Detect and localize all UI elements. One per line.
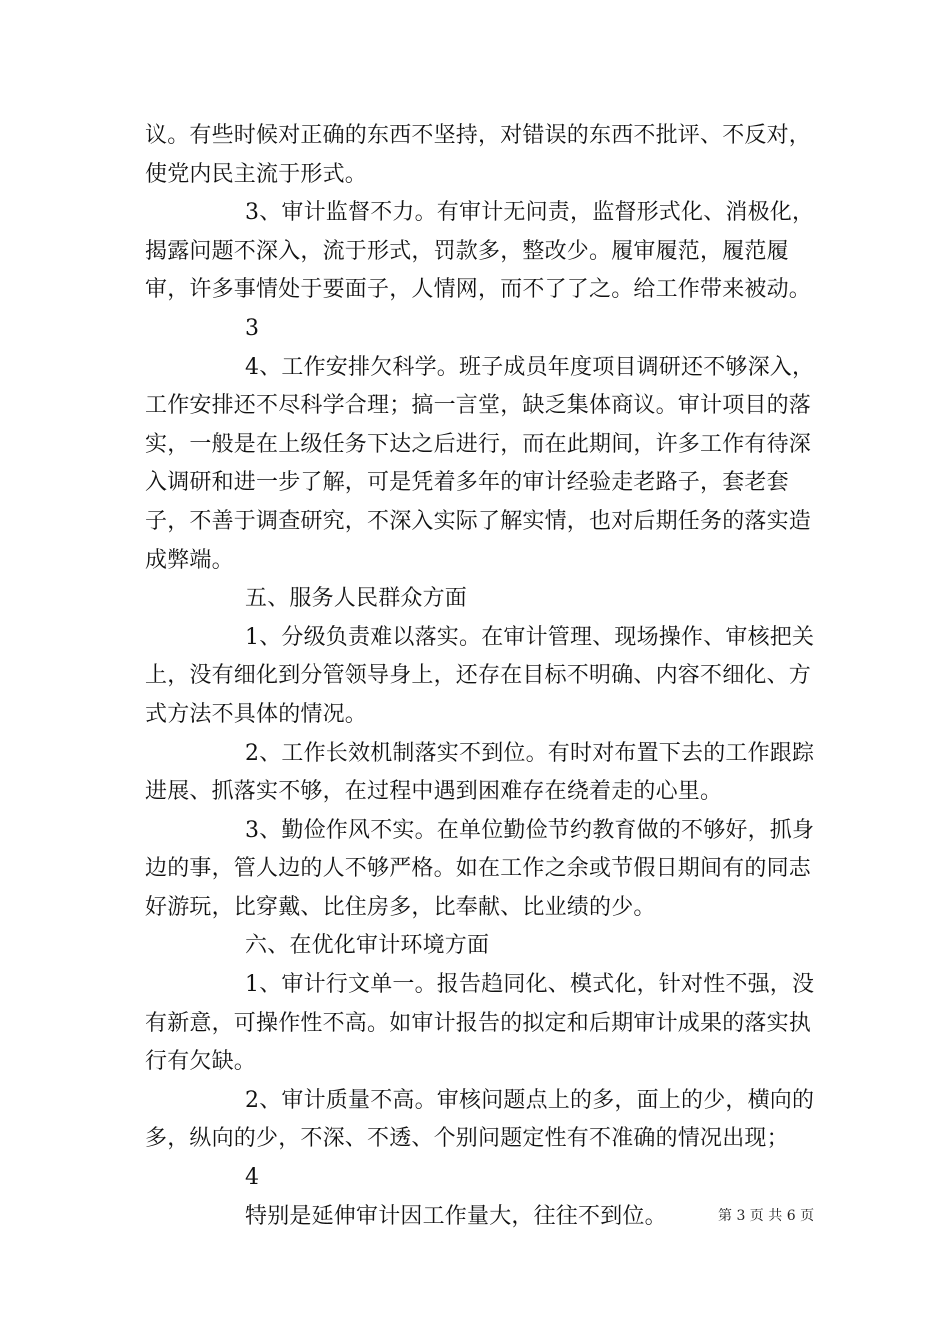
- paragraph-13: 特别是延伸审计因工作量大，往往不到位。: [245, 1203, 667, 1229]
- page-number-marker: 3: [245, 315, 260, 341]
- paragraph-4: 4、工作安排欠科学。班子成员年度项目调研还不够深入，工作安排还不尽科学合理；搞一言堂，缺乏集体商议。审计项目的落实，一般是在上级任务下达之后进行，而在此期间，许多工作有待深入调研和进一步了解，可是凭着多年的审计经验走老路子，套老套子，不善于调查研究，不深入实际了解实情，也对后期任务的落实造成弊端。: [145, 354, 815, 573]
- page-number-marker: 4: [245, 1165, 260, 1191]
- paragraph-2: 3、审计监督不力。有审计无问责，监督形式化、消极化，揭露问题不深入，流于形式，罚款多，整改少。履审履范，履范履审，许多事情处于要面子，人情网，而不了了之。给工作带来被动。: [145, 200, 815, 303]
- paragraph-8: 3、勤俭作风不实。在单位勤俭节约教育做的不够好，抓身边的事，管人边的人不够严格。如在工作之余或节假日期间有的同志好游玩，比穿戴、比住房多，比奉献、比业绩的少。: [145, 817, 815, 920]
- page-footer: 第 3 页 共 6 页: [718, 1208, 815, 1224]
- document-body: [145, 117, 815, 1236]
- paragraph-10: 1、审计行文单一。报告趋同化、模式化，针对性不强，没有新意，可操作性不高。如审计报告的拟定和后期审计成果的落实执行有欠缺。: [145, 972, 815, 1075]
- section-heading-6: 六、在优化审计环境方面: [245, 933, 490, 959]
- paragraph-11: 2、审计质量不高。审核问题点上的多，面上的少，横向的多，纵向的少，不深、不透、个别问题定性有不准确的情况出现；: [145, 1087, 815, 1152]
- paragraph-1: 议。有些时候对正确的东西不坚持，对错误的东西不批评、不反对，使党内民主流于形式。: [145, 123, 812, 187]
- paragraph-6: 1、分级负责难以落实。在审计管理、现场操作、审核把关上，没有细化到分管领导身上，还存在目标不明确、内容不细化、方式方法不具体的情况。: [145, 624, 815, 727]
- paragraph-7: 2、工作长效机制落实不到位。有时对布置下去的工作跟踪进展、抓落实不够，在过程中遇到困难存在绕着走的心里。: [145, 740, 815, 805]
- section-heading-5: 五、服务人民群众方面: [245, 586, 468, 612]
